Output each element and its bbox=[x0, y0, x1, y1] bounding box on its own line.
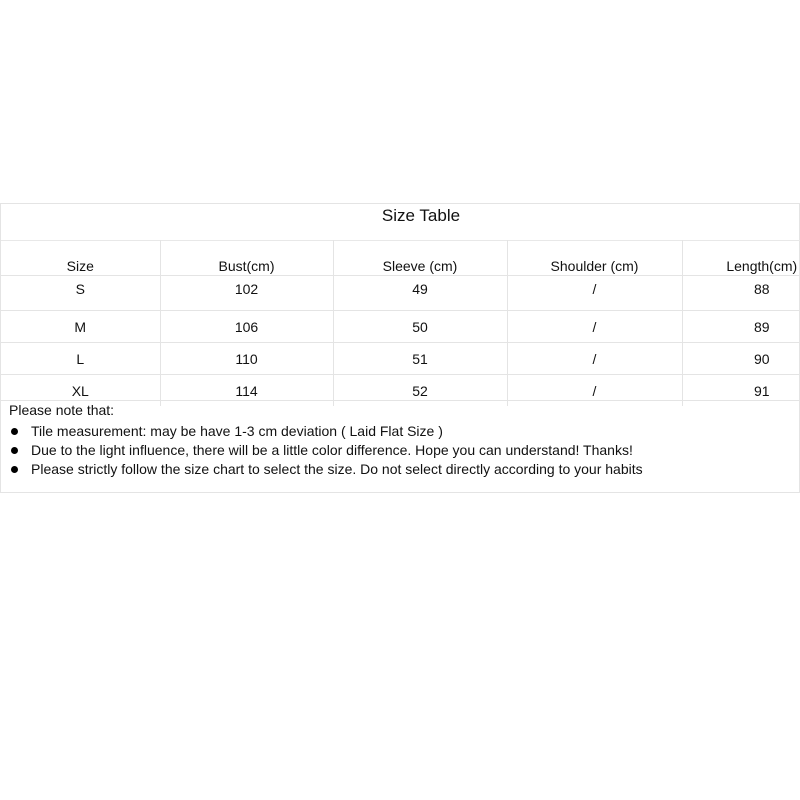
table-row bbox=[1, 311, 800, 343]
bullet-dot-icon bbox=[11, 447, 18, 454]
cell-size: M bbox=[1, 311, 160, 343]
cell-length: 89 bbox=[682, 311, 800, 343]
cell-size: L bbox=[1, 343, 160, 375]
cell-bust: 106 bbox=[160, 311, 333, 343]
table-row bbox=[1, 276, 800, 311]
column-header-bust: Bust(cm) bbox=[160, 240, 333, 276]
notes-list bbox=[1, 423, 800, 478]
table-header-row bbox=[1, 240, 800, 276]
cell-shoulder: / bbox=[507, 276, 682, 311]
cell-sleeve: 49 bbox=[333, 276, 507, 311]
cell-bust: 102 bbox=[160, 276, 333, 311]
note-text: Due to the light influence, there will be a little color difference. Hope you can understand! Thanks! bbox=[31, 442, 633, 458]
cell-shoulder: / bbox=[507, 311, 682, 343]
size-table bbox=[1, 240, 800, 406]
note-item bbox=[1, 423, 800, 440]
column-header-size: Size bbox=[66, 258, 94, 274]
cell-sleeve: 52 bbox=[333, 375, 507, 407]
note-text: Tile measurement: may be have 1-3 cm deviation ( Laid Flat Size ) bbox=[31, 423, 443, 439]
cell-length: 91 bbox=[682, 375, 800, 407]
cell-size: XL bbox=[1, 375, 160, 407]
cell-shoulder: / bbox=[507, 375, 682, 407]
cell-shoulder: / bbox=[507, 343, 682, 375]
cell-length: 88 bbox=[682, 276, 800, 311]
column-header-length: Length(cm) bbox=[682, 240, 800, 276]
cell-sleeve: 51 bbox=[333, 343, 507, 375]
notes-section bbox=[1, 400, 800, 480]
bullet-dot-icon bbox=[11, 466, 18, 473]
cell-length: 90 bbox=[682, 343, 800, 375]
size-table-title: Size Table bbox=[381, 206, 461, 225]
bullet-dot-icon bbox=[11, 428, 18, 435]
cell-bust: 110 bbox=[160, 343, 333, 375]
note-item bbox=[1, 461, 800, 478]
note-text: Please strictly follow the size chart to select the size. Do not select directly according to your habits bbox=[31, 461, 643, 477]
notes-lead: Please note that: bbox=[1, 400, 800, 421]
column-header-sleeve: Sleeve (cm) bbox=[333, 240, 507, 276]
cell-bust: 114 bbox=[160, 375, 333, 407]
table-row bbox=[1, 343, 800, 375]
cell-size: S bbox=[1, 276, 160, 311]
note-item bbox=[1, 442, 800, 459]
size-table-sheet bbox=[0, 203, 800, 493]
column-header-shoulder: Shoulder (cm) bbox=[507, 240, 682, 276]
cell-sleeve: 50 bbox=[333, 311, 507, 343]
